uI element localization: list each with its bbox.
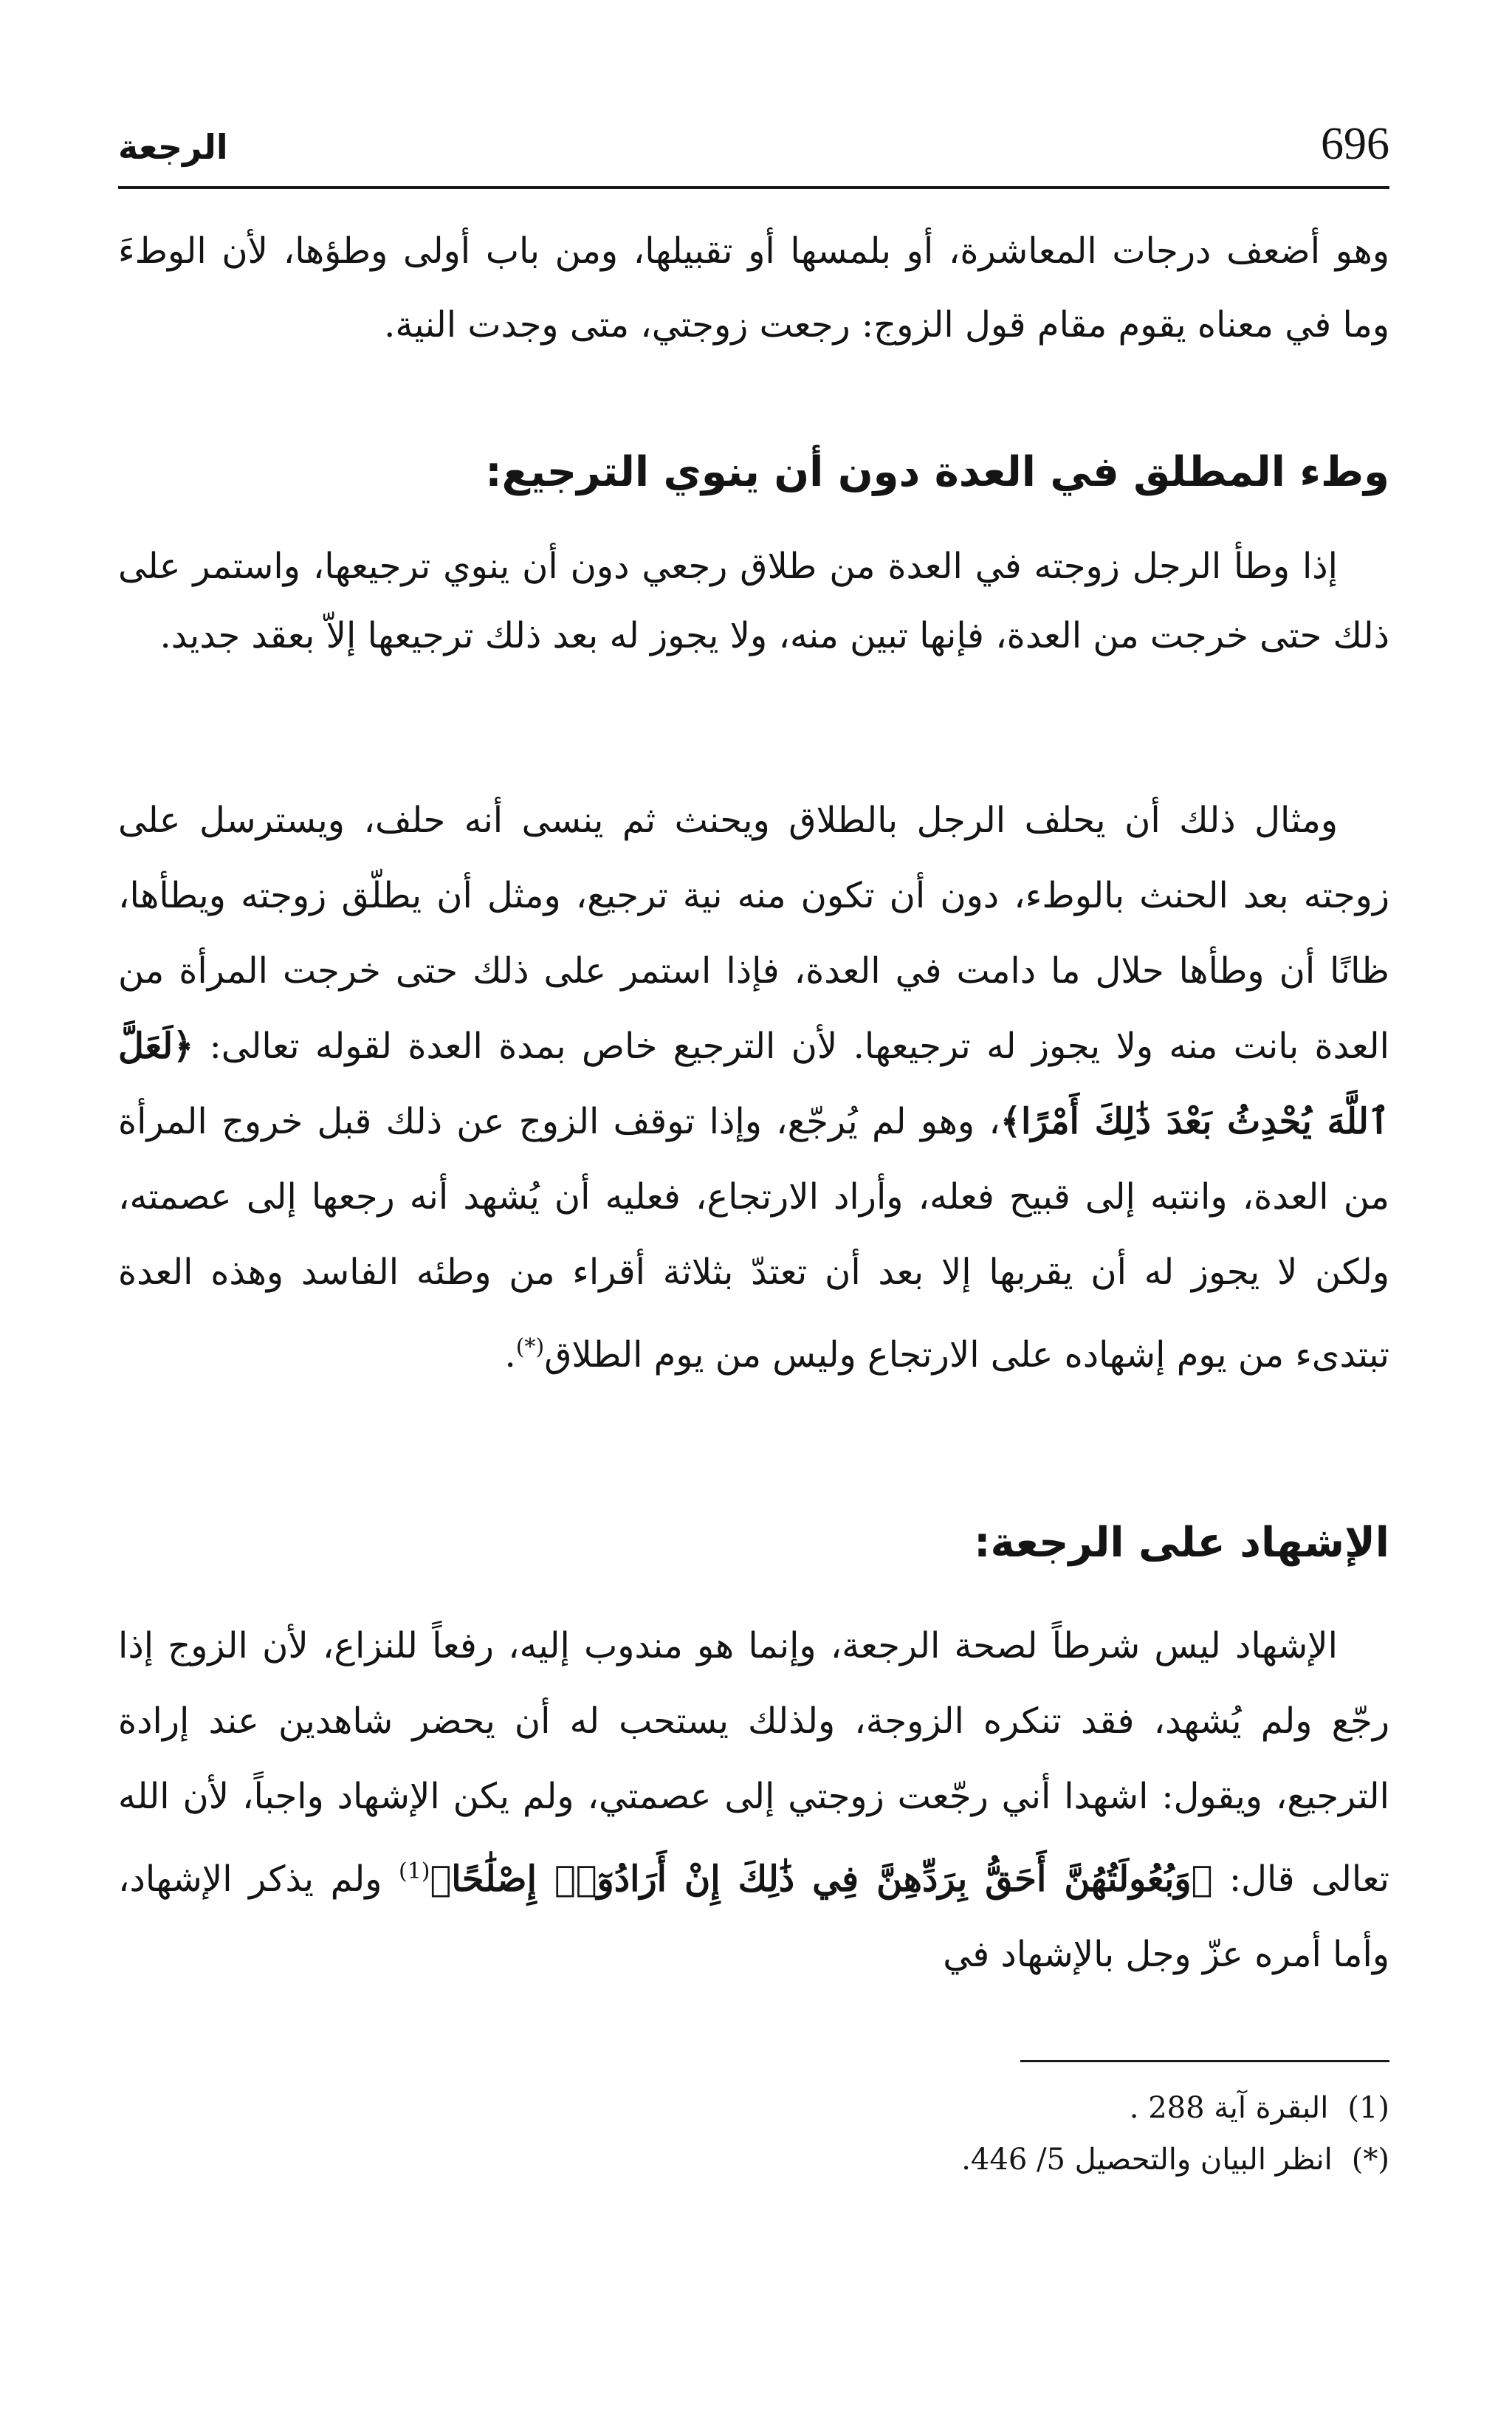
example-text-1: ومثال ذلك أن يحلف الرجل بالطلاق ويحنث ثم ينسى أنه حلف، ويسترسل على زوجته بعد الحنث بالوطء، دون أن تكون منه نية ترجيع، ومثل أن يطلّق زوجته ويطأها، ظانًا أن وطأها حلال ما دامت في العدة، فإذا استمر على ذلك حتى خرجت المرأة من العدة بانت منه ولا يجوز له ترجيعها. لأن الترجيع خاص بمدة العدة لقوله تعالى: — [118, 800, 1389, 1067]
footnote-ref-star: (*) — [515, 1334, 545, 1360]
footnote-marker: (*) — [1351, 2143, 1389, 2177]
section-heading-watha: وطء المطلق في العدة دون أن ينوي الترجيع: — [485, 448, 1389, 496]
running-title: الرجعة — [118, 127, 228, 167]
ishhad-text-2: ولم يذكر الإشهاد، وأما أمره عزّ وجل بالإشهاد في — [118, 1858, 1389, 1975]
footnotes — [118, 2082, 1389, 2186]
footnote-divider — [1020, 2060, 1389, 2062]
page-number: 696 — [1321, 119, 1389, 169]
section-heading-ishhad: الإشهاد على الرجعة: — [974, 1519, 1389, 1567]
footnote-item — [118, 2134, 1389, 2186]
footnote-item — [118, 2082, 1389, 2134]
page-header — [118, 111, 1389, 192]
footnote-text: البقرة آية 288 . — [1129, 2091, 1329, 2125]
intro-paragraph: وهو أضعف درجات المعاشرة، أو بلمسها أو تقبيلها، ومن باب أولى وطؤها، لأن الوطءَ وما في معناه يقوم مقام قول الزوج: رجعت زوجتي، متى وجدت النية. — [118, 230, 1390, 346]
ishhad-paragraph — [118, 1608, 1389, 1992]
watha-paragraph: إذا وطأ الرجل زوجته في العدة من طلاق رجعي دون أن ينوي ترجيعها، واستمر على ذلك حتى خرجت من العدة، فإنها تبين منه، ولا يجوز له بعد ذلك ترجيعها إلاّ بعقد جديد. — [118, 546, 1389, 656]
header-divider — [118, 186, 1389, 189]
example-text-2: ، وهو لم يُرجّع، وإذا توقف الزوج عن ذلك قبل خروج المرأة من العدة، وانتبه إلى قبيح فعله، وأراد الارتجاع، فعليه أن يُشهد أنه رجعها إلى عصمته، ولكن لا يجوز له أن يقربها إلا بعد أن تعتدّ بثلاثة أقراء من وطئه الفاسد وهذه العدة تبتدىء من يوم إشهاده على الارتجاع وليس من يوم الطلاق — [118, 1101, 1389, 1376]
footnote-text: انظر البيان والتحصيل 5/ 446. — [961, 2143, 1333, 2177]
ishhad-text-1: الإشهاد ليس شرطاً لصحة الرجعة، وإنما هو مندوب إليه، رفعاً للنزاع، لأن الزوج إذا رجّع ولم يُشهد، فقد تنكره الزوجة، ولذلك يستحب له أن يحضر شاهدين عند إرادة الترجيع، ويقول: اشهدا أني رجّعت زوجتي إلى عصمتي، ولم يكن الإشهاد واجباً، لأن الله تعالى قال: — [118, 1625, 1389, 1900]
example-end: . — [504, 1334, 516, 1376]
footnote-marker: (1) — [1347, 2091, 1389, 2125]
quran-verse: ﴿لَعَلَّ ٱللَّهَ يُحْدِثُ بَعْدَ ذَٰلِكَ أَمْرًا﴾ — [118, 1026, 1390, 1142]
footnote-ref-1: (1) — [398, 1858, 430, 1884]
quran-verse-2: ﴿وَبُعُولَتُهُنَّ أَحَقُّ بِرَدِّهِنَّ فِي ذَٰلِكَ إِنْ أَرَادُوٓا۟ إِصْلَٰحًا﴾ — [430, 1858, 1213, 1900]
example-paragraph — [118, 783, 1389, 1393]
